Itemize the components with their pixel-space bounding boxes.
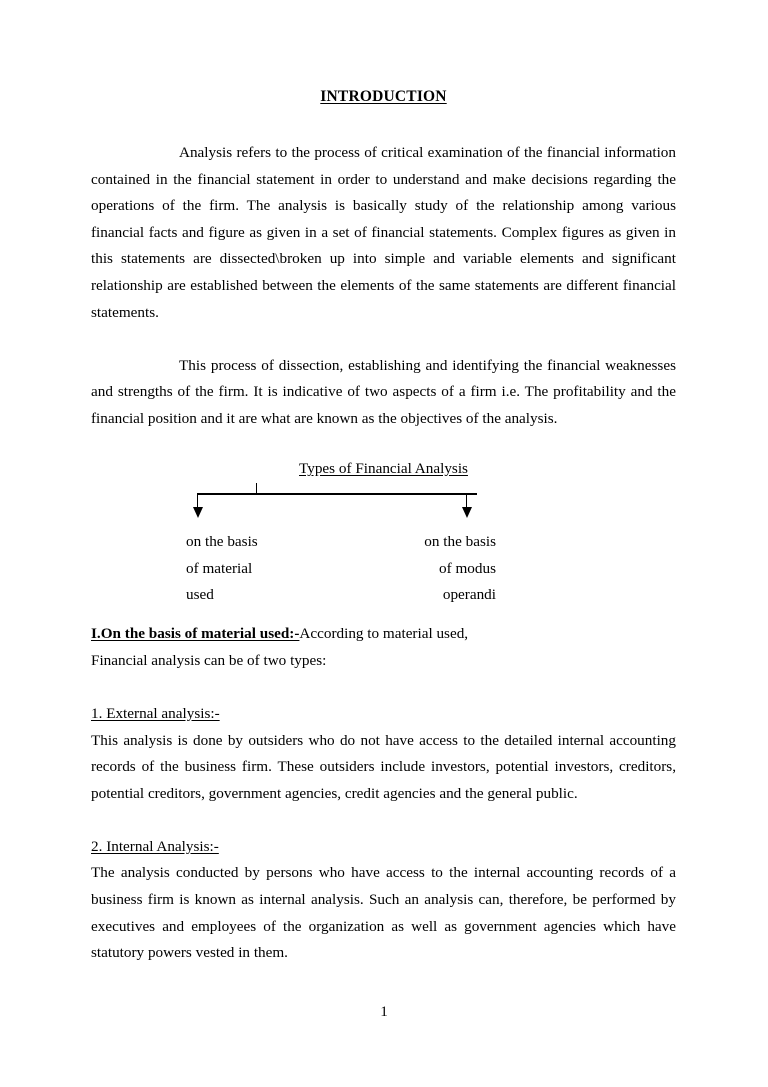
- tree-stem: [256, 483, 257, 493]
- branch-right-line-2: of modus: [439, 559, 496, 577]
- diagram-title-text: Types of Financial Analysis: [299, 460, 468, 478]
- tree-drop-left: [197, 493, 198, 508]
- diagram-branch-right: [391, 529, 496, 609]
- branch-left-line-2: of material: [186, 559, 253, 577]
- subsection-body-internal: The analysis conducted by persons who have access to the internal accounting records of a business firm is known as internal analysis. Such an analysis can, therefore, be performed by executives and employees of the organization as well as government agencies which have statutory powers vested in them.: [91, 864, 676, 962]
- diagram-branch-left: [186, 529, 258, 609]
- branch-right-line-1: on the basis: [424, 533, 496, 551]
- branch-left-line-1: on the basis: [186, 533, 258, 551]
- subsection-heading-external: [91, 701, 676, 728]
- document-content: [91, 88, 676, 967]
- paragraph-intro-2: This process of dissection, establishing and identifying the financial weaknesses and strengths of the firm. It is indicative of two aspects of a firm i.e. The profitability and the financial position and it are what are known as the objectives of the analysis.: [91, 356, 676, 427]
- page-title: [91, 88, 676, 106]
- branch-left-line-3: used: [186, 586, 214, 604]
- paragraph-spacer-1: [91, 326, 676, 353]
- financial-analysis-diagram: [91, 459, 676, 621]
- section-heading-material-used-trailing: According to material used,: [299, 625, 469, 643]
- page-title-text: INTRODUCTION: [320, 88, 447, 105]
- section-heading-material-used-label: I.On the basis of material used:-: [91, 625, 300, 643]
- subsection-heading-external-label: 1. External analysis:-: [91, 704, 220, 722]
- arrow-down-icon-left: [193, 507, 203, 518]
- diagram-title: [91, 459, 676, 479]
- section-heading-two-types: Financial analysis can be of two types:: [91, 651, 327, 669]
- diagram-tree-connector: [187, 483, 477, 521]
- subsection-heading-internal: [91, 834, 676, 861]
- paragraph-spacer-2: [91, 433, 676, 460]
- page-number: 1: [380, 1003, 388, 1020]
- arrow-down-icon-right: [462, 507, 472, 518]
- branch-right-line-3: operandi: [442, 586, 496, 604]
- subsection-body-external: This analysis is done by outsiders who do not have access to the detailed internal accounting records of the business firm. These outsiders include investors, potential investors, creditors, potential creditors, government agencies, credit agencies and the general public.: [91, 731, 676, 802]
- subsection-heading-internal-label: 2. Internal Analysis:-: [91, 837, 219, 855]
- section-spacer-1: [91, 674, 676, 701]
- paragraph-intro-1: Analysis refers to the process of critical examination of the financial information contained in the financial statement in order to understand and make decisions regarding the operations of the firm. The analysis is basically study of the relationship among various financial facts and figure as given in a set of financial statements. Complex figures as given in this statements are dissected\broken up into simple and variable elements and significant relationship are established between the elements of the same statements are different financial statements.: [91, 144, 676, 321]
- tree-horizontal-bar: [197, 493, 477, 494]
- section-spacer-2: [91, 807, 676, 834]
- tree-drop-right: [466, 493, 467, 508]
- section-heading-material-used: [91, 621, 676, 648]
